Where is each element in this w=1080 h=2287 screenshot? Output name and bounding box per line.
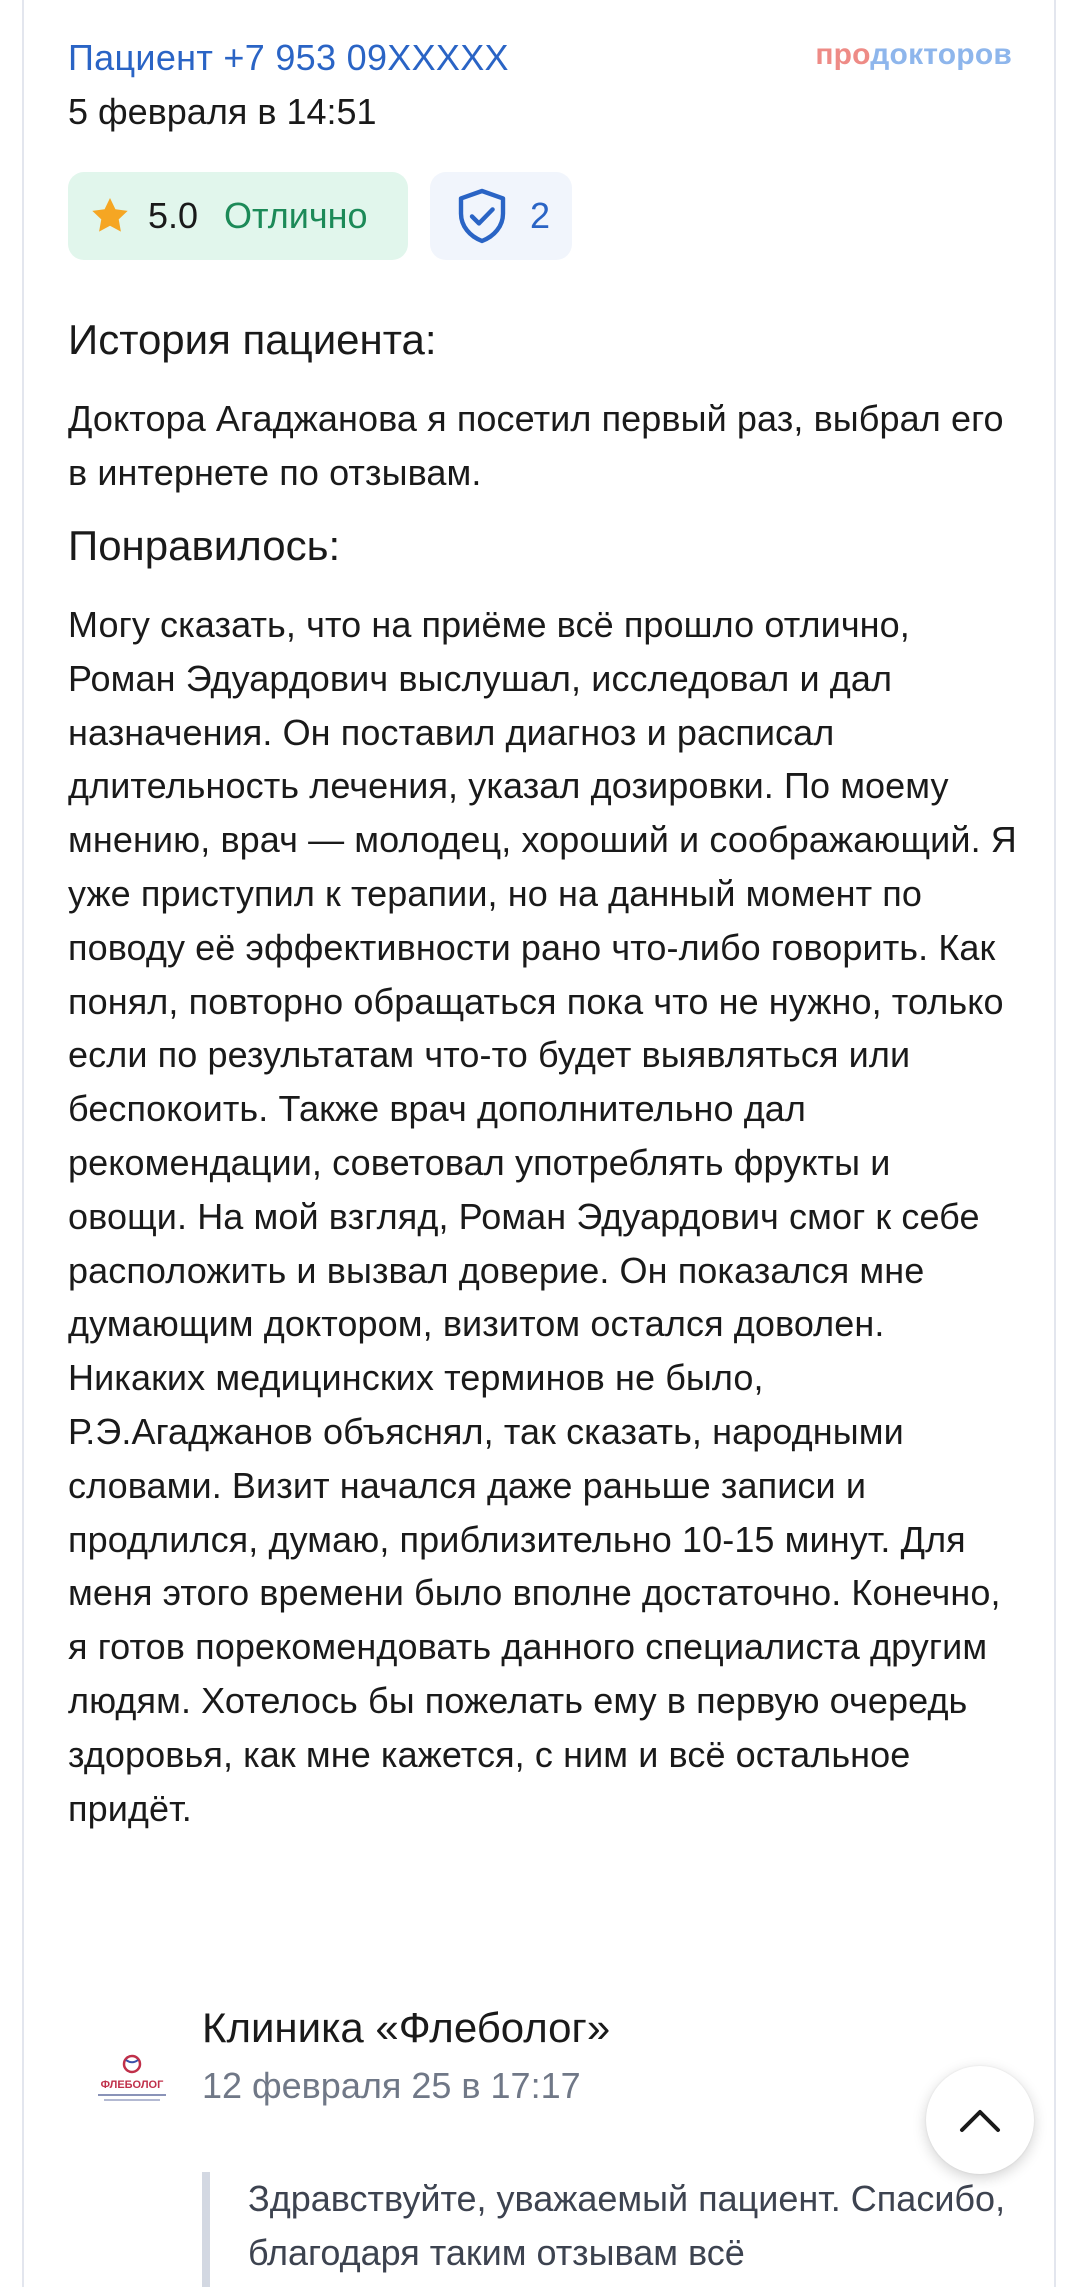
rating-score: 5.0 <box>148 195 199 236</box>
verified-badge[interactable] <box>430 172 572 260</box>
clinic-logo-text: ФЛЕБОЛОГ <box>100 2079 164 2091</box>
review-date: 5 февраля в 14:51 <box>68 91 377 132</box>
review-header <box>68 34 1012 136</box>
prodoctorov-logo <box>815 38 1012 72</box>
review-badges <box>68 172 572 260</box>
logo-part-pro: про <box>815 38 871 71</box>
star-icon <box>88 194 132 238</box>
clinic-response-date: 12 февраля 25 в 17:17 <box>202 2065 581 2106</box>
history-title: История пациента: <box>68 316 437 363</box>
scroll-to-top-button[interactable] <box>926 2066 1034 2174</box>
rating-label: Отлично <box>224 195 368 236</box>
liked-text: Могу сказать, что на приёме всё прошло отлично, Роман Эдуардович выслушал, исследовал и дал назначения. Он поставил диагноз и расписал длительность лечения, указал дозировки. По моему мнению, врач — молодец, хороший и соображающий. Я уже приступил к терапии, но на данный момент по поводу её эффективности рано что-либо говорить. Как понял, повторно обращаться пока что не нужно, только если по результатам что-то будет выявляться или беспокоить. Также врач дополнительно дал рекомендации, советовал употреблять фрукты и овощи. На мой взгляд, Роман Эдуардович смог к себе расположить и вызвал доверие. Он показался мне думающим доктором, визитом остался доволен. Никаких медицинских терминов не было, Р.Э.Агаджанов объяснял, так сказать, народными словами. Визит начался даже раньше записи и продлился, думаю, приблизительно 10-15 минут. Для меня этого времени было вполне достаточно. Конечно, я готов порекомендовать данного специалиста другим людям. Хотелось бы пожелать ему в первую очередь здоровья, как мне кажется, с ним и всё остальное придёт. <box>68 604 1017 1829</box>
clinic-logo <box>78 2046 186 2106</box>
history-text: Доктора Агаджанова я посетил первый раз, выбрал его в интернете по отзывам. <box>68 398 1004 493</box>
liked-title: Понравилось: <box>68 522 341 569</box>
shield-check-icon <box>456 188 508 244</box>
clinic-reply-text: Здравствуйте, уважаемый пациент. Спасибо, благодаря таким отзывам всё <box>202 2172 1022 2287</box>
patient-name[interactable]: Пациент +7 953 09XXXXX <box>68 37 509 78</box>
verified-count: 2 <box>530 195 551 236</box>
logo-part-doctors: докторов <box>870 38 1012 71</box>
rating-badge[interactable] <box>68 172 408 260</box>
chevron-up-icon <box>958 2106 1002 2134</box>
clinic-name[interactable]: Клиника «Флеболог» <box>202 2004 611 2051</box>
